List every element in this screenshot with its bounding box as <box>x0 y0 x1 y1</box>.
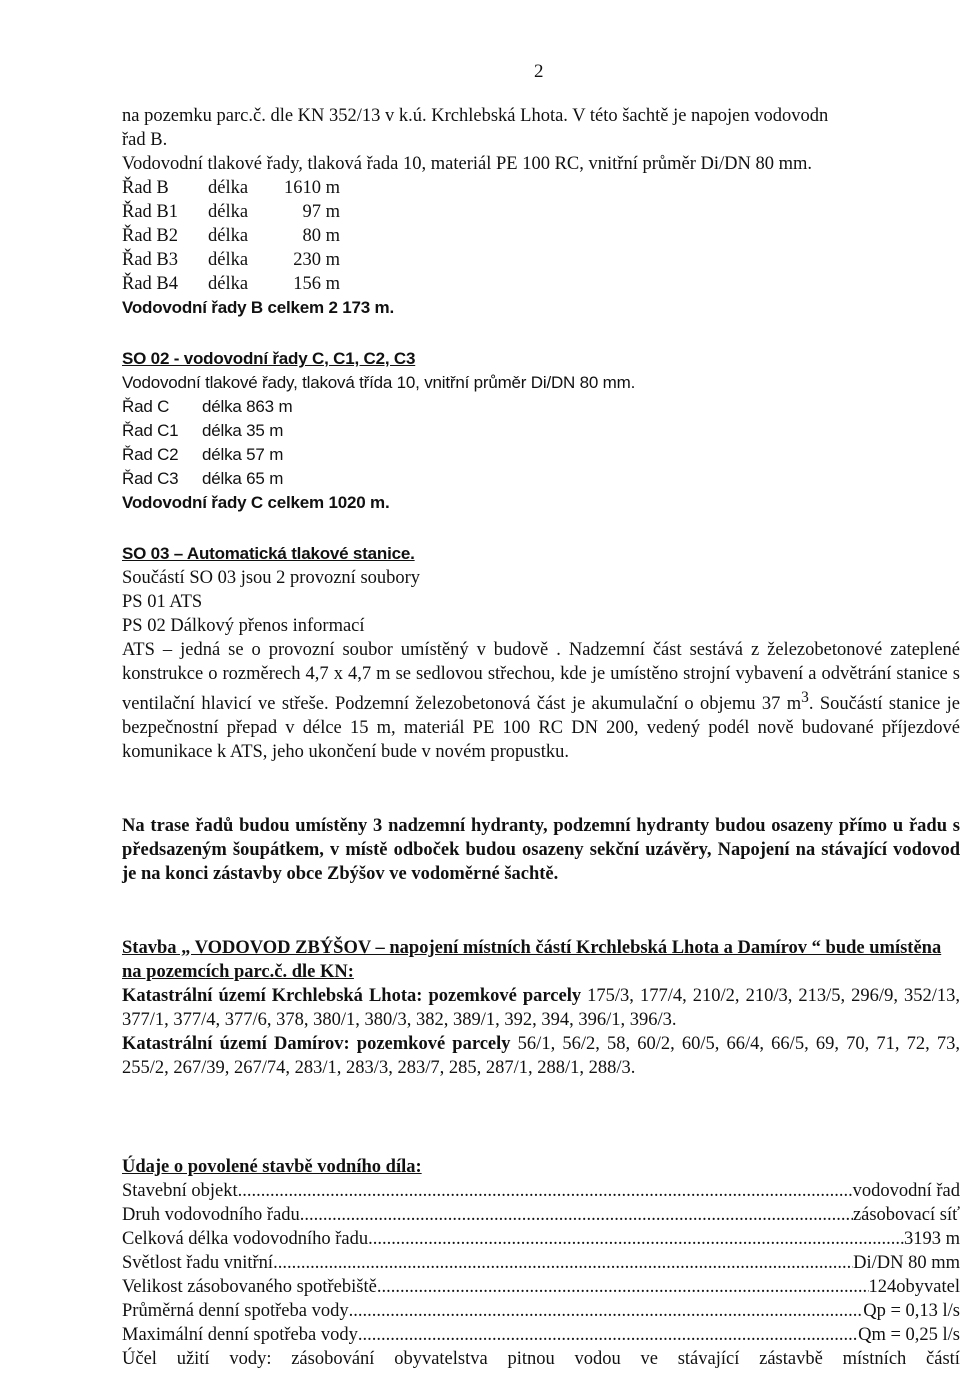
rad-label: délka <box>208 250 249 270</box>
so02-description: Vodovodní tlakové řady, tlaková třída 10, vnitřní průměr Di/DN 80 mm. <box>122 373 636 392</box>
spec-list <box>122 1179 960 1347</box>
rad-b-row <box>122 224 960 248</box>
dot-leader <box>238 1179 853 1203</box>
dot-leader <box>273 1251 853 1275</box>
so03-heading: SO 03 – Automatická tlakové stanice. <box>122 544 415 563</box>
spec-row <box>122 1227 960 1251</box>
spec-value: 124obyvatel <box>868 1277 960 1298</box>
rad-name: Řad B1 <box>122 202 179 222</box>
spec-label: Celková délka vodovodního řadu <box>122 1229 369 1250</box>
spec-value: Qm = 0,25 l/s <box>858 1325 960 1346</box>
rad-c-row <box>122 395 960 419</box>
rad-value: délka 57 m <box>202 445 284 464</box>
dot-leader <box>358 1323 858 1347</box>
rad-value: 156 m <box>293 274 340 294</box>
rad-name: Řad C <box>122 397 170 416</box>
spec-value: 3193 m <box>903 1229 960 1250</box>
dot-leader <box>368 1227 904 1251</box>
so03-line-1: Součástí SO 03 jsou 2 provozní soubory <box>122 568 421 588</box>
dot-leader <box>377 1275 869 1299</box>
word: zásobování <box>291 1349 375 1370</box>
so02-heading: SO 02 - vodovodní řady C, C1, C2, C3 <box>122 349 416 368</box>
rad-name: Řad C1 <box>122 421 179 440</box>
spec-label: Druh vodovodního řadu <box>122 1205 300 1226</box>
rad-c-row <box>122 443 960 467</box>
rad-name: Řad B3 <box>122 250 179 270</box>
spec-row <box>122 1299 960 1323</box>
rad-b-row <box>122 176 960 200</box>
krchlebska-lhota-parcels <box>122 984 960 1032</box>
rad-name: Řad C2 <box>122 445 179 464</box>
word: stávající <box>677 1349 740 1370</box>
rady-c-total: Vodovodní řady C celkem 1020 m. <box>122 493 390 512</box>
rady-b-total: Vodovodní řady B celkem 2 173 m. <box>122 298 394 317</box>
word: částí <box>926 1349 960 1370</box>
spec-value: vodovodní řad <box>852 1181 960 1202</box>
parcel-list: 56/1, 56/2, 58, 60/2, 60/5, 66/4, 66/5, 69, 70, 71, 72, 73, 255/2, 267/39, 267/74, 283/1, 283/3, 283/7, 285, 287/1, 288/1, 288/3. <box>122 1034 960 1079</box>
spec-row <box>122 1275 960 1299</box>
spec-value: Di/DN 80 mm <box>853 1253 960 1274</box>
so03-paragraph-text-cont: . Součástí stanice je bezpečnostní přepad v délce 15 m, materiál PE 100 RC DN 200, vedený podél nově budované příjezdové komunikace k ATS, jeho ukončení bude v novém propustku. <box>122 694 960 763</box>
rady-b-list <box>122 176 960 296</box>
dot-leader <box>349 1299 864 1323</box>
rad-c-row <box>122 467 960 491</box>
rad-value: 230 m <box>293 250 340 270</box>
superscript: 3 <box>801 689 809 706</box>
udaje-heading: Údaje o povolené stavbě vodního díla: <box>122 1157 422 1178</box>
intro-line-1: na pozemku parc.č. dle KN 352/13 v k.ú. Krchlebská Lhota. V této šachtě je napojen vodovodn <box>122 106 829 126</box>
spec-row <box>122 1251 960 1275</box>
spec-label: Velikost zásobovaného spotřebiště <box>122 1277 377 1298</box>
intro-line-2: řad B. <box>122 130 168 150</box>
word: místních <box>842 1349 907 1370</box>
rad-name: Řad B4 <box>122 274 179 294</box>
rad-name: Řad B <box>122 178 169 198</box>
ucel-uziti-line <box>122 1347 960 1371</box>
so03-line-2: PS 01 ATS <box>122 592 203 612</box>
spec-label: Světlost řadu vnitřní <box>122 1253 274 1274</box>
spec-row <box>122 1323 960 1347</box>
cadastral-label: Katastrální území Krchlebská Lhota: pozemkové parcely <box>122 986 582 1007</box>
word: Účel <box>122 1349 157 1370</box>
rad-b-row <box>122 272 960 296</box>
word: ve <box>640 1349 658 1370</box>
hydranty-paragraph: Na trase řadů budou umístěny 3 nadzemní hydranty, podzemní hydranty budou osazeny přímo u řadu s předsazeným šoupátkem, v místě odboček budou osazeny sekční uzávěry, Napojení na stávající vodovod je na konci zástavby obce Zbýšov ve vodoměrné šachtě. <box>122 816 960 885</box>
so03-line-3: PS 02 Dálkový přenos informací <box>122 616 365 636</box>
spec-value: Qp = 0,13 l/s <box>863 1301 960 1322</box>
dot-leader <box>300 1203 853 1227</box>
parcel-list: 175/3, 177/4, 210/2, 210/3, 213/5, 296/9, 352/13, 377/1, 377/4, 377/6, 378, 380/1, 380/3, 382, 389/1, 392, 394, 396/1, 396/3. <box>122 986 960 1031</box>
word: vody: <box>229 1349 272 1370</box>
rad-value: 97 m <box>302 202 340 222</box>
rad-label: délka <box>208 274 249 294</box>
stavba-heading: Stavba „ VODOVOD ZBÝŠOV – napojení místních částí Krchlebská Lhota a Damírov “ bude umístěna na pozemcích parc.č. dle KN: <box>122 938 942 983</box>
intro-line-3: Vodovodní tlakové řady, tlaková řada 10, materiál PE 100 RC, vnitřní průměr Di/DN 80 mm. <box>122 154 813 174</box>
rad-value: délka 863 m <box>202 397 293 416</box>
rad-b-row <box>122 248 960 272</box>
spec-label: Průměrná denní spotřeba vody <box>122 1301 349 1322</box>
rad-name: Řad B2 <box>122 226 179 246</box>
page-number: 2 <box>534 61 544 82</box>
rad-value: délka 35 m <box>202 421 284 440</box>
document-body <box>122 104 960 1371</box>
word: obyvatelstva <box>394 1349 488 1370</box>
rad-c-row <box>122 419 960 443</box>
spec-value: zásobovací síť <box>852 1205 960 1226</box>
so03-paragraph <box>122 638 960 764</box>
spec-label: Stavební objekt <box>122 1181 238 1202</box>
rad-b-row <box>122 200 960 224</box>
word: užití <box>176 1349 210 1370</box>
word: vodou <box>574 1349 621 1370</box>
word: zástavbě <box>759 1349 823 1370</box>
word: pitnou <box>507 1349 555 1370</box>
rad-label: délka <box>208 202 249 222</box>
rad-value: délka 65 m <box>202 469 284 488</box>
so03-paragraph-text: ATS – jedná se o provozní soubor umístěný v budově . Nadzemní část sestává z železobetonové zateplené konstrukce o rozměrech 4,7 x 4,7 m se sedlovou střechou, kde je umístěno strojní vybavení a odvětrání stanice s ventilační hlavicí ve střeše. Podzemní železobetonová část je akumulační o objemu 37 m <box>122 640 960 715</box>
cadastral-label: Katastrální území Damírov: pozemkové parcely <box>122 1034 511 1055</box>
rad-value: 80 m <box>302 226 340 246</box>
damirov-parcels <box>122 1032 960 1080</box>
spec-row <box>122 1179 960 1203</box>
rad-label: délka <box>208 226 249 246</box>
spec-label: Maximální denní spotřeba vody <box>122 1325 358 1346</box>
spec-row <box>122 1203 960 1227</box>
rad-value: 1610 m <box>283 178 340 198</box>
rad-name: Řad C3 <box>122 469 179 488</box>
rad-label: délka <box>208 178 249 198</box>
